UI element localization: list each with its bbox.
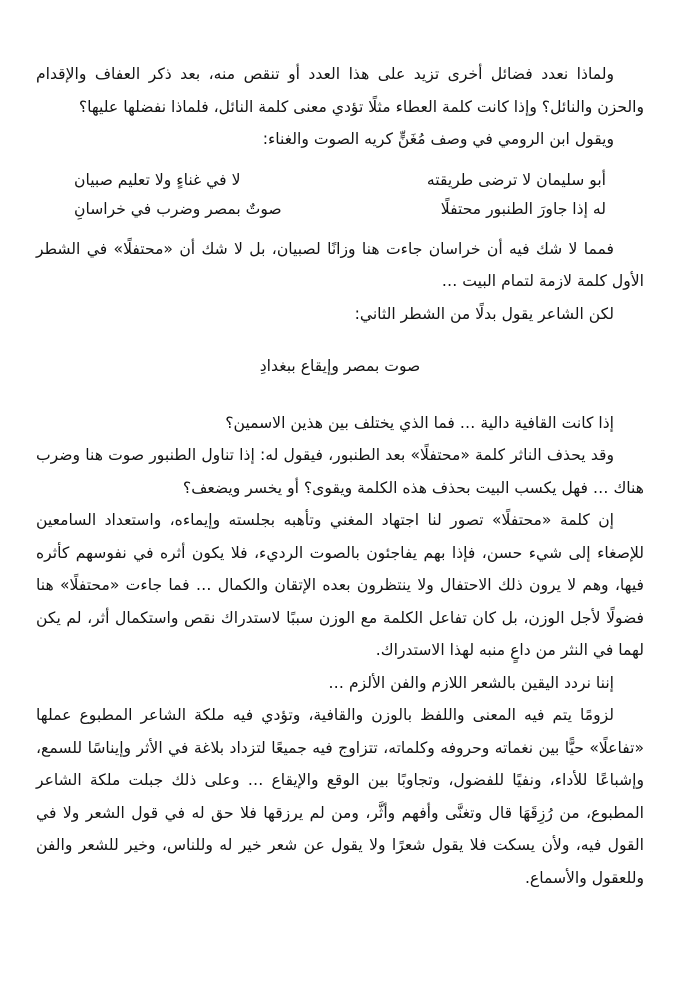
paragraph-7: إن كلمة «محتفلًا» تصور لنا اجتهاد المغني وتأهبه بجلسته وإيماءه، واستعداد السامعين للإصغاء إلى شيء حسن، فإذا بهم يفاجئون بالصوت الرديء، فلا يكون أثره في نفوسهم كأثره فيها، وهم لا يرون ذلك الاحتفال ولا ينتظرون بعده الإتقان والكمال … فما جاءت «محتفلًا» هنا فضولًا لأجل الوزن، بل كان تفاعل الكلمة مع الوزن سببًا لاستدراك نقص واستكمال أثر، لم يكن لهما في النثر من داعٍ منبه لهذا الاستدراك. (36, 511, 644, 659)
paragraph-1: ولماذا نعدد فضائل أخرى تزيد على هذا العدد أو تنقص منه، بعد ذكر العفاف والإقدام والحزن والنائل؟ وإذا كانت كلمة العطاء مثلًا تؤدي معنى كلمة النائل، فلماذا نفضلها عليها؟ (36, 65, 644, 116)
paragraph-9: لزومًا يتم فيه المعنى واللفظ بالوزن والقافية، وتؤدي فيه ملكة الشاعر المطبوع عملها «تفاعلًا» حيًّا بين نغماته وحروفه وكلماته، تتزاوج فيه جميعًا لتزداد بلاغة في الأثر وإيناسًا للسمع، وإشباعًا للأداء، ونفيًا للفضول، وتجاوبًا بين الوقع والإيقاع … وعلى ذلك جبلت ملكة الشاعر المطبوع، من رُزِقَهَا قال وتغنَّى وأفهم وأثَّر، ومن لم يرزقها فلا حق له في قول الشعر ولا في القول فيه، ولأن يسكت فلا يقول شعرًا ولا يقول عن شعر خير له وللناس، وخير للشعر والفن وللعقول والأسماع. (36, 706, 644, 887)
centered-verse: صوت بمصر وإيقاع ببغدادِ (259, 357, 421, 375)
paragraph-8: إننا نردد اليقين بالشعر اللازم والفن الألزم … (328, 673, 614, 692)
paragraph-3: فمما لا شك فيه أن خراسان جاءت هنا وزانًا لصبيان، بل لا شك أن «محتفلًا» في الشطر الأول كلمة لازمة لتمام البيت … (36, 239, 644, 290)
paragraph-6: وقد يحذف الناثر كلمة «محتفلًا» بعد الطنبور، فيقول له: إذا تناول الطنبور صوت هنا وضرب هناك … فهل يكسب البيت بحذف هذه الكلمة ويقوى؟ أو يخسر ويضعف؟ (36, 446, 644, 497)
verse-2-second-hemistich: صوتٌ بمصر وضرب في خراسانِ (74, 199, 282, 218)
verse-1-second-hemistich: لا في غناءٍ ولا تعليم صبيان (74, 170, 241, 189)
paragraph-4: لكن الشاعر يقول بدلًا من الشطر الثاني: (354, 304, 614, 323)
poem-block (74, 166, 606, 224)
verse-1-first-hemistich: أبو سليمان لا ترضى طريقته (426, 170, 606, 189)
verse-1 (74, 166, 606, 195)
verse-2-first-hemistich: له إذا جاورَ الطنبور محتفلًا (440, 199, 606, 218)
paragraph-5: إذا كانت القافية دالية … فما الذي يختلف بين هذين الاسمين؟ (225, 413, 614, 432)
verse-2 (74, 195, 606, 224)
paragraph-2: ويقول ابن الرومي في وصف مُغَنٍّ كريه الصوت والغناء: (262, 130, 614, 148)
